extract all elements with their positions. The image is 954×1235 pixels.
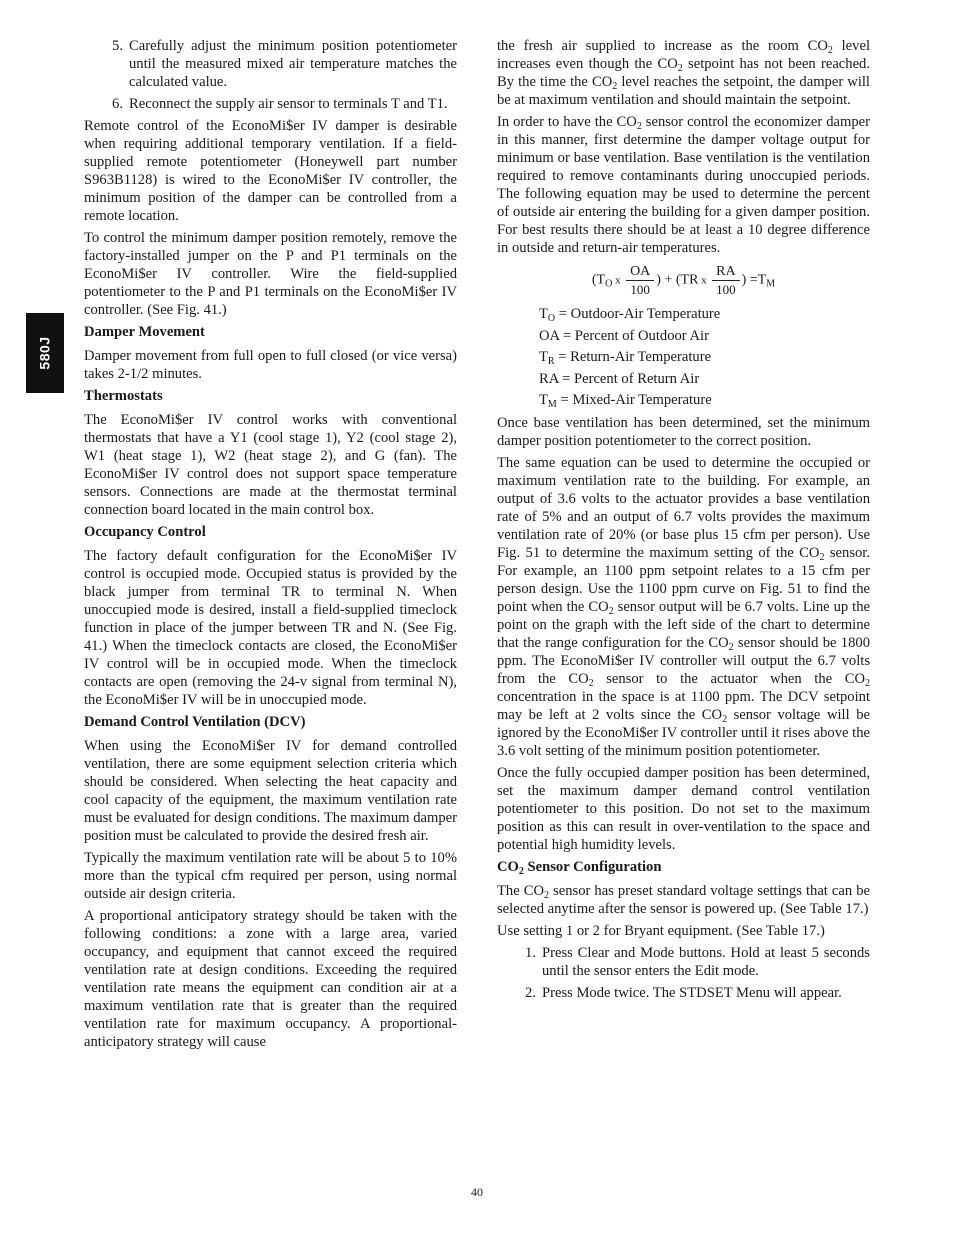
heading-co2-sensor-config: $CO_2$ Sensor Configuration bbox=[497, 858, 662, 877]
step-text: Press Clear and Mode buttons. Hold at least 5 seconds until the sensor enters the Edit mode. bbox=[542, 944, 870, 979]
paragraph-fully-occupied: Once the fully occupied damper position has been determined, set the maximum damper demand control ventilation potentiometer to this position. Do not set to the maximum position as this can result in over-ventilation to the space and potential high humidity levels. bbox=[497, 764, 870, 853]
paragraph-occupancy-control: The factory default configuration for the EconoMi$er IV control is occupied mode. Occupied status is provided by the black jumper from terminal TR to terminal N. When unoccupied mode is desired, install a field-supplied timeclock function in place of the jumper between TR and N. (See Fig. 41.) When the timeclock contacts are closed, the EconoMi$er IV control will be in occupied mode. When the timeclock contacts are open (removing the 24-v signal from terminal N), the EconoMi$er IV will be in unoccupied mode. bbox=[84, 548, 457, 708]
legend-item: RA = Percent of Return Air bbox=[539, 370, 700, 387]
numbered-step bbox=[497, 984, 870, 1002]
step-number: 6. bbox=[112, 96, 123, 112]
paragraph-occupied-rate: The same equation can be used to determine the occupied or maximum ventilation rate to the building. For example, an output of 3.6 volts to the actuator provides a base ventilation rate of 5% and an output of 6.7 volts provides the maximum ventilation rate of 20% (or base plus 15 cfm per person). Use Fig. 51 to determine the maximum setting of the $CO_2$ sensor. For example, an 1100 ppm setpoint relates to a 15 cfm per person design. Use the 1100 ppm curve on Fig. 51 to find the point when the $CO_2$ sensor output will be 6.7 volts. Line up the point on the graph with the left side of the chart to determine that the range configuration for the $CO_2$ sensor should be 1800 ppm. The EconoMi$er IV controller will output the 6.7 volts from the $CO_2$ sensor to the actuator when the $CO_2$ concentration in the space is at 1100 ppm. The DCV setpoint may be left at 2 volts since the $CO_2$ sensor voltage will be ignored by the EconoMi$er IV controller until it rises above the 3.6 volt setting of the minimum position potentiometer. bbox=[497, 454, 870, 759]
numbered-step bbox=[497, 944, 870, 980]
legend-item: $T_O$ = Outdoor-Air Temperature bbox=[539, 306, 721, 324]
heading-damper-movement: Damper Movement bbox=[84, 324, 205, 340]
paragraph-co2-increase: the fresh air supplied to increase as the room $CO_2$ level increases even though the $CO_2$ setpoint has not been reached. By the time the $CO_2$ level reaches the setpoint, the damper will be at maximum ventilation and should maintain the setpoint. bbox=[497, 38, 870, 108]
legend-item: $T_M$ = Mixed-Air Temperature bbox=[539, 392, 712, 410]
side-tab-model bbox=[26, 313, 64, 393]
paragraph-base-ventilation: In order to have the $CO_2$ sensor control the economizer damper in this manner, first determine the damper voltage output for minimum or base ventilation. Base ventilation is the ventilation required to remove contaminants during unoccupied periods. The following equation may be used to determine the percent of outside air entering the building for a given damper position. For best results there should be at least a 10 degree difference in outside and return-air temperatures. bbox=[497, 114, 870, 256]
legend-item: OA = Percent of Outdoor Air bbox=[539, 327, 709, 344]
heading-thermostats: Thermostats bbox=[84, 388, 163, 404]
step-text: Carefully adjust the minimum position potentiometer until the measured mixed air temperature matches the calculated value. bbox=[129, 38, 457, 90]
numbered-step bbox=[84, 95, 457, 113]
paragraph-bryant-setting: Use setting 1 or 2 for Bryant equipment. (See Table 17.) bbox=[497, 922, 825, 939]
paragraph-dcv-1: When using the EconoMi$er IV for demand controlled ventilation, there are some equipment selection criteria which should be considered. When selecting the heat capacity and cool capacity of the equipment, the maximum ventilation rate must be evaluated for design conditions. The maximum damper position must be calculated to provide the desired fresh air. bbox=[84, 738, 457, 844]
mixed-air-equation: ($T_O$ x $\frac{OA}{100}$ ) + (TR x $\frac{RA}{100}$ ) $=T_M$ bbox=[591, 264, 776, 297]
paragraph-dcv-3: A proportional anticipatory strategy should be taken with the following conditions: a zone with a large area, varied occupancy, and equipment that cannot exceed the required ventilation rate at design conditions. Exceeding the required ventilation rate means the equipment can condition air at a maximum ventilation rate that is greater than the required ventilation rate for maximum occupancy. A proportional-anticipatory strategy will cause bbox=[84, 908, 457, 1050]
fraction-oa: $\frac{OA}{100}$ bbox=[626, 263, 654, 298]
step-number: 2. bbox=[525, 984, 536, 1001]
page-number: 40 bbox=[471, 1185, 483, 1199]
step-text: Reconnect the supply air sensor to terminals T and T1. bbox=[129, 96, 448, 112]
side-tab-label: 580J bbox=[37, 336, 53, 370]
paragraph-remote-control: Remote control of the EconoMi$er IV damper is desirable when requiring additional temporary ventilation. If a field-supplied remote potentiometer (Honeywell part number S963B1128) is wired to the EconoMi$er IV controller, the minimum position of the damper can be controlled from a remote location. bbox=[84, 118, 457, 224]
equation-legend bbox=[539, 304, 870, 412]
heading-dcv: Demand Control Ventilation (DCV) bbox=[84, 714, 306, 730]
paragraph-remote-wiring: To control the minimum damper position remotely, remove the factory-installed jumper on the P and P1 terminals on the EconoMi$er IV controller. Wire the field-supplied potentiometer to the P and P1 terminals on the EconoMi$er IV controller. (See Fig. 41.) bbox=[84, 230, 457, 318]
step-number: 5. bbox=[112, 38, 123, 54]
paragraph-co2-presets: The $CO_2$ sensor has preset standard voltage settings that can be selected anytime after the sensor is powered up. (See Table 17.) bbox=[497, 882, 870, 917]
step-text: Press Mode twice. The STDSET Menu will appear. bbox=[542, 984, 842, 1001]
paragraph-dcv-2: Typically the maximum ventilation rate will be about 5 to 10% more than the typical cfm required per person, using normal outside air design criteria. bbox=[84, 850, 457, 902]
heading-occupancy-control: Occupancy Control bbox=[84, 524, 206, 540]
left-column bbox=[84, 37, 457, 1055]
paragraph-damper-movement: Damper movement from full open to full closed (or vice versa) takes 2-1/2 minutes. bbox=[84, 348, 457, 382]
fraction-ra: $\frac{RA}{100}$ bbox=[712, 263, 739, 298]
paragraph-set-minimum: Once base ventilation has been determined, set the minimum damper position potentiometer to the correct position. bbox=[497, 414, 870, 449]
right-column bbox=[497, 37, 870, 1006]
numbered-step bbox=[84, 37, 457, 91]
paragraph-thermostats: The EconoMi$er IV control works with conventional thermostats that have a Y1 (cool stage 1), Y2 (cool stage 2), W1 (heat stage 1), W2 (heat stage 2), and G (fan). The EconoMi$er IV control does not support space temperature sensors. Connections are made at the thermostat terminal connection board located in the main control box. bbox=[84, 412, 457, 518]
step-number: 1. bbox=[525, 944, 536, 961]
legend-item: $T_R$ = Return-Air Temperature bbox=[539, 349, 712, 367]
